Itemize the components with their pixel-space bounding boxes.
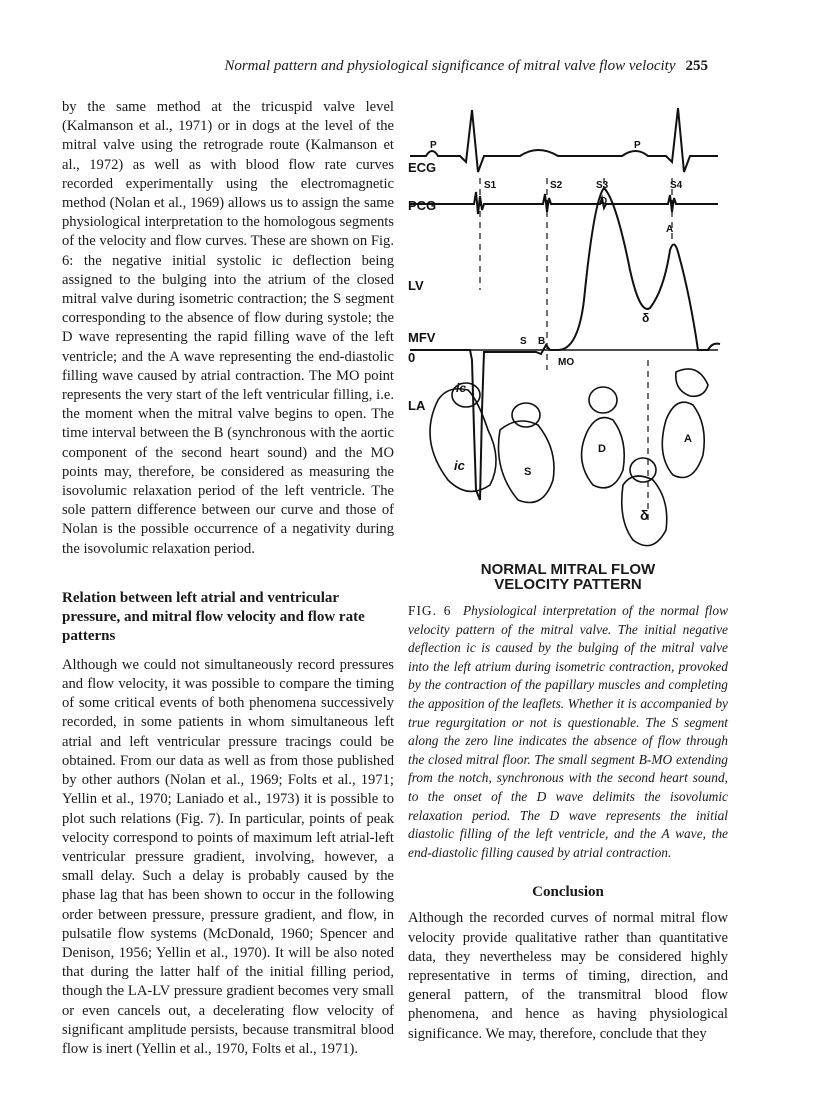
heart-sketch-s bbox=[498, 421, 554, 503]
atrium-s bbox=[512, 403, 540, 427]
s2-label: S2 bbox=[550, 180, 563, 191]
s3-label: S3 bbox=[596, 180, 609, 191]
left-column bbox=[62, 98, 394, 1059]
figure-title-line-2: VELOCITY PATTERN bbox=[494, 576, 642, 593]
ic-label: ic bbox=[456, 381, 467, 395]
event-markers bbox=[480, 178, 672, 520]
delta-label: δ bbox=[642, 311, 650, 325]
s4-label: S4 bbox=[670, 180, 683, 191]
conclusion-heading: Conclusion bbox=[532, 884, 604, 901]
pcg-label: PCG bbox=[408, 198, 437, 213]
mfv-label: MFV bbox=[408, 330, 436, 345]
s-segment-label: S bbox=[520, 336, 527, 347]
page-number: 255 bbox=[685, 58, 708, 74]
heart-s-label: S bbox=[524, 466, 532, 478]
atrium-d bbox=[589, 387, 617, 413]
running-header bbox=[200, 58, 708, 75]
section-heading: Relation between left atrial and ventricular pressure, and mitral flow velocity and flow rate patterns bbox=[62, 589, 365, 644]
heart-a-label: A bbox=[684, 433, 692, 445]
heart-ic-label: ic bbox=[454, 458, 465, 473]
figure-title-line-1: NORMAL MITRAL FLOW bbox=[480, 561, 656, 578]
heart-delta-label: δ bbox=[640, 507, 649, 523]
lv-label: LV bbox=[408, 278, 424, 293]
mo-point-label: MO bbox=[558, 357, 575, 368]
heart-sketch-ic bbox=[430, 389, 496, 492]
zero-label: 0 bbox=[408, 350, 416, 365]
caption-label: FIG. 6 bbox=[408, 603, 452, 618]
mfv-trace bbox=[410, 188, 720, 500]
paragraph-2: Although we could not simultaneously record pressures and flow velocity, it was possible to compare the timing of some critical events of both phenomena successively recorded, in some patients in whom simultaneous left atrial and left ventricular pressure tracings could be obtained. From our data as well as from those published by other authors (Nolan et al., 1969; Folts et al., 1971; Yellin et al., 1970; Laniado et al., 1973) it is possible to plot such relations (Fig. 7). In particular, points of peak velocity correspond to points of maximum left atrial-left ventricular pressure gradient, involving, however, a small delay. Such a delay is probably caused by the phase lag that has been shown to occur in the following order between pressure, pressure gradient, and flow, in pulsatile flow systems (McDonald, 1960; Spencer and Denison, 1956; Yellin et al., 1970). It will be also noted that during the latter half of the initial filling period, though the LA-LV pressure gradient becomes very small or even cancels out, a decelerating flow velocity of significant amplitude persists, because transmitral blood flow is inert (Yellin et al., 1970, Folts et al., 1971). bbox=[62, 656, 394, 1057]
ecg-trace bbox=[410, 108, 718, 172]
figure-caption bbox=[408, 602, 728, 862]
la-label: LA bbox=[408, 398, 426, 413]
caption-text: Physiological interpretation of the normal flow velocity pattern of the mitral valve. The initial negative deflection ic is caused by the bulging of the mitral valve into the left atrium during isometric contraction, provoked by the contraction of the papillary muscles and completing the apposition of the leaflets. Whether it is accompanied by true regurgitation or not is questionable. The S segment along the zero line indicates the absence of flow through the closed mitral floor. The small segment B-MO extending from the notch, synchronous with the second heart sound, to the onset of the D wave delimits the isovolumic relaxation period. The D wave represents the initial diastolic filling of the left ventricle, and the A wave, the end-diastolic filling caused by atrial contraction. bbox=[408, 603, 729, 860]
a-wave-label: A bbox=[666, 224, 674, 235]
ecg-label: ECG bbox=[408, 160, 437, 175]
p-wave-label-1: P bbox=[430, 140, 437, 151]
s1-label: S1 bbox=[484, 180, 497, 191]
heart-sketches bbox=[430, 369, 708, 546]
heart-d-label: D bbox=[598, 443, 606, 455]
figure-6-diagram bbox=[408, 100, 728, 570]
atrium-a bbox=[676, 369, 708, 396]
conclusion-text: Although the recorded curves of normal mitral flow velocity provide qualitative rather than quantitative data, they nevertheless may be considered highly representative in terms of timing, direction, and general pattern, of the transmitral blood flow phenomena, and hence as having physiological significance. We may, therefore, conclude that they bbox=[408, 910, 728, 1042]
p-wave-label-2: P bbox=[634, 140, 641, 151]
b-point-label: B bbox=[538, 336, 546, 347]
right-column bbox=[408, 100, 728, 1044]
figure-title bbox=[408, 562, 728, 592]
atrium-delta bbox=[630, 458, 656, 482]
d-wave-label: D bbox=[600, 196, 608, 207]
running-title: Normal pattern and physiological significance of mitral valve flow velocity bbox=[224, 58, 676, 74]
paragraph-1: by the same method at the tricuspid valve level (Kalmanson et al., 1971) or in dogs at the level of the mitral valve using the retrograde route (Kalmanson et al., 1972) as well as with blood flow rate curves recorded experimentally using the electromagnetic method (Nolan et al., 1969) allows us to assign the same physiological interpretation to the homologous segments of the velocity and flow curves. These are shown on Fig. 6: the negative initial systolic ic deflection being assigned to the bulging into the atrium of the closed mitral valve during isometric contraction; the S segment corresponding to the absence of flow during systole; the D wave representing the rapid filling wave of the left ventricle; and the A wave representing the end-diastolic filling wave caused by atrial contraction. The MO point represents the very start of the left ventricular filling, i.e. the moment when the mitral valve begins to open. The time interval between the B (synchronous with the aortic component of the second heart sound) and the MO points may, therefore, be considered as measuring the isovolumic relaxation period of the left ventricle. The sole pattern difference between our curve and those of Nolan is the possible occurrence of a negativity during the isovolumic relaxation period. bbox=[62, 99, 394, 557]
figure-labels bbox=[408, 140, 692, 523]
